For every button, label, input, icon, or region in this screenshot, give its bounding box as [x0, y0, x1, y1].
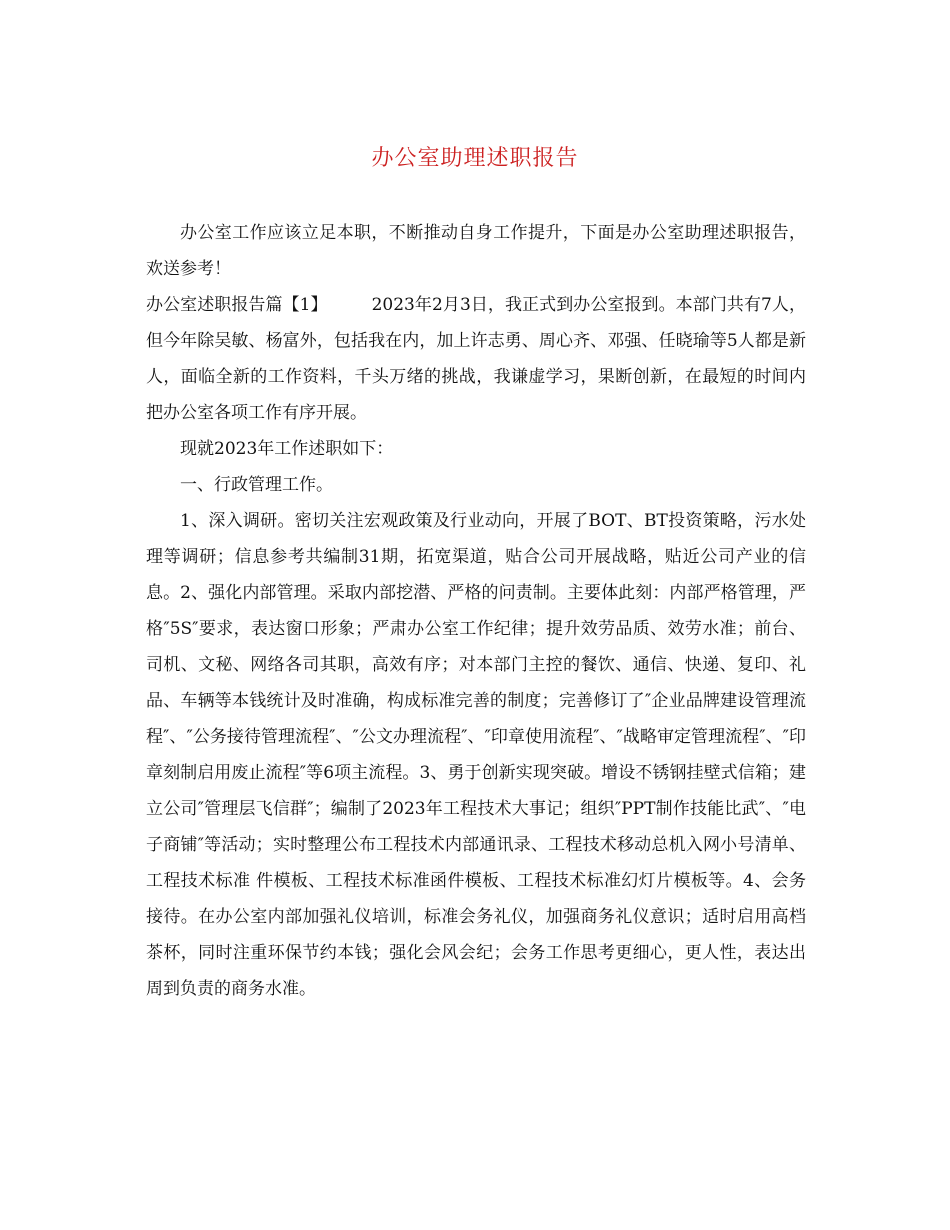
document-title: 办公室助理述职报告 — [371, 146, 579, 171]
section-heading: 一、行政管理工作。 — [180, 475, 333, 495]
document-body — [146, 215, 806, 1007]
summary-intro: 现就2023年工作述职如下： — [180, 439, 394, 459]
section-paragraph — [146, 287, 806, 431]
intro-paragraph: 办公室工作应该立足本职，不断推动自身工作提升，下面是办公室助理述职报告，欢送参考！ — [146, 223, 806, 279]
admin-paragraph: 1、深入调研。密切关注宏观政策及行业动向，开展了BOT、BT投资策略，污水处理等调研；信息参考共编制31期，拓宽渠道，贴合公司开展战略，贴近公司产业的信息。2、强化内部管理。采取内部挖潜、严格的问责制。主要体此刻：内部严格管理，严格″5S″要求，表达窗口形象；严肃办公室工作纪律；提升效劳品质、效劳水准；前台、司机、文秘、网络各司其职，高效有序；对本部门主控的餐饮、通信、快递、复印、礼品、车辆等本钱统计及时准确，构成标准完善的制度；完善修订了″企业品牌建设管理流程″、″公务接待管理流程″、″公文办理流程″、″印章使用流程″、″战略审定管理流程″、″印章刻制启用废止流程″等6项主流程。3、勇于创新实现突破。增设不锈钢挂壁式信箱；建立公司″管理层飞信群″；编制了2023年工程技术大事记；组织″PPT制作技能比武″、″电子商铺″等活动；实时整理公布工程技术内部通讯录、工程技术移动总机入网小号清单、工程技术标准 件模板、工程技术标准函件模板、工程技术标准幻灯片模板等。4、会务接待。在办公室内部加强礼仪培训，标准会务礼仪，加强商务礼仪意识；适时启用高档茶杯，同时注重环保节约本钱；强化会风会纪；会务工作思考更细心，更人性，表达出周到负责的商务水准。 — [146, 511, 806, 999]
section-label: 办公室述职报告篇【1】 — [146, 295, 328, 315]
section-text: 2023年2月3日，我正式到办公室报到。本部门共有7人，但今年除吴敏、杨富外，包括我在内，加上许志勇、周心齐、邓强、任晓瑜等5人都是新人，面临全新的工作资料，千头万绪的挑战，我谦虚学习，果断创新，在最短的时间内把办公室各项工作有序开展。 — [146, 295, 806, 423]
